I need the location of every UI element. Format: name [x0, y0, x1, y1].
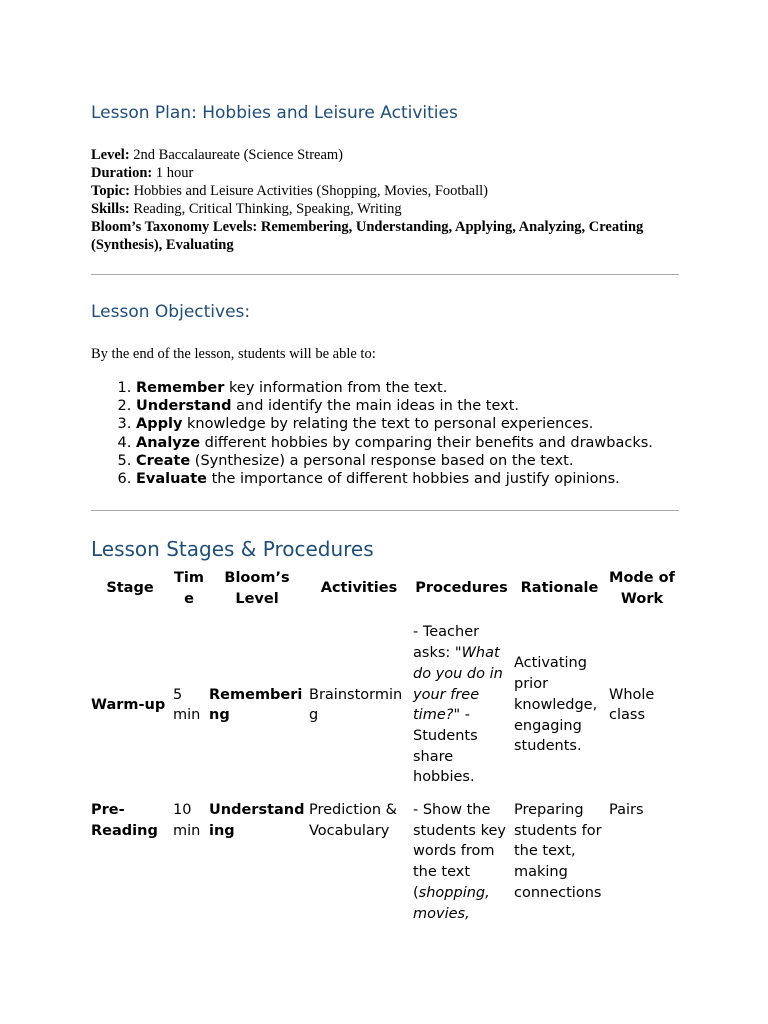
- objective-verb: Apply: [136, 416, 183, 433]
- objectives-list: [91, 379, 653, 488]
- activity-cell: Brainstorming: [309, 686, 403, 724]
- table-row: [89, 620, 677, 798]
- objectives-intro: By the end of the lesson, students will be able to:: [91, 346, 376, 362]
- meta-skills: [91, 200, 681, 218]
- list-item: [136, 470, 653, 488]
- table-header-row: [89, 566, 677, 620]
- meta-label: Bloom’s Taxonomy Levels: Remembering, Understanding, Applying, Analyzing, Creating (Synthesis), Evaluating: [91, 219, 644, 253]
- divider: [91, 510, 679, 511]
- meta-duration: [91, 164, 681, 182]
- activity-cell: Prediction & Vocabulary: [309, 802, 397, 839]
- objective-text: different hobbies by comparing their benefits and drawbacks.: [200, 434, 653, 451]
- meta-blooms: [91, 218, 681, 254]
- stages-heading: Lesson Stages & Procedures: [91, 537, 374, 561]
- stages-table: [89, 566, 677, 934]
- procedure-cell: [411, 798, 512, 934]
- meta-level: [91, 146, 681, 164]
- lesson-meta: [91, 146, 681, 254]
- level-cell: Remembering: [209, 686, 303, 724]
- list-item: [136, 434, 653, 452]
- procedure-text: - Show the students key words from the text (: [413, 802, 506, 901]
- objective-verb: Understand: [136, 398, 232, 415]
- objective-verb: Create: [136, 452, 191, 469]
- column-header: Mode of Work: [609, 570, 675, 607]
- objective-text: the importance of different hobbies and justify opinions.: [207, 471, 620, 488]
- objectives-heading: Lesson Objectives:: [91, 302, 251, 322]
- mode-cell: Whole class: [609, 686, 655, 724]
- procedure-text: - Teacher asks: ": [413, 624, 480, 662]
- column-header: Bloom’s Level: [224, 570, 290, 607]
- meta-label: Duration:: [91, 165, 153, 181]
- objective-text: key information from the text.: [224, 380, 448, 396]
- meta-value: Hobbies and Leisure Activities (Shopping, Movies, Football): [133, 183, 488, 199]
- time-cell: 10 min: [173, 802, 201, 839]
- column-header: Procedures: [415, 580, 508, 597]
- meta-label: Skills:: [91, 201, 130, 217]
- column-header: Stage: [106, 580, 154, 597]
- table-row: [89, 798, 677, 934]
- objective-text: knowledge by relating the text to personal experiences.: [182, 416, 594, 433]
- rationale-cell: Preparing students for the text, making connections: [514, 802, 602, 901]
- list-item: [136, 415, 653, 433]
- procedure-quote: What do you do in your free time?: [413, 645, 503, 724]
- level-cell: Understanding: [209, 802, 305, 839]
- list-item: [136, 452, 653, 470]
- column-header: Time: [174, 570, 204, 607]
- column-header: Activities: [320, 580, 398, 597]
- objective-text: (Synthesize) a personal response based on the text.: [190, 452, 574, 469]
- meta-label: Level:: [91, 147, 130, 163]
- meta-value: 1 hour: [155, 165, 194, 181]
- time-cell: 5 min: [173, 686, 201, 724]
- page-title: Lesson Plan: Hobbies and Leisure Activities: [91, 103, 458, 123]
- procedure-cell: [411, 620, 512, 798]
- mode-cell: Pairs: [609, 802, 644, 819]
- meta-value: 2nd Baccalaureate (Science Stream): [133, 147, 344, 163]
- meta-value: Reading, Critical Thinking, Speaking, Writing: [133, 201, 402, 217]
- list-item: [136, 397, 653, 415]
- procedure-text: " - Students share hobbies.: [413, 707, 478, 786]
- stage-cell: Pre-Reading: [91, 802, 158, 839]
- objective-verb: Remember: [136, 380, 225, 396]
- objective-text: and identify the main ideas in the text.: [231, 398, 520, 415]
- list-item: [136, 379, 653, 397]
- meta-label: Topic:: [91, 183, 130, 199]
- meta-topic: [91, 182, 681, 200]
- column-header: Rationale: [520, 580, 599, 597]
- objective-verb: Evaluate: [136, 471, 207, 488]
- divider: [91, 274, 679, 275]
- objective-verb: Analyze: [136, 434, 201, 451]
- stage-cell: Warm-up: [91, 696, 166, 713]
- rationale-cell: Activating prior knowledge, engaging students.: [514, 655, 598, 755]
- procedure-keywords: shopping, movies,: [413, 884, 490, 922]
